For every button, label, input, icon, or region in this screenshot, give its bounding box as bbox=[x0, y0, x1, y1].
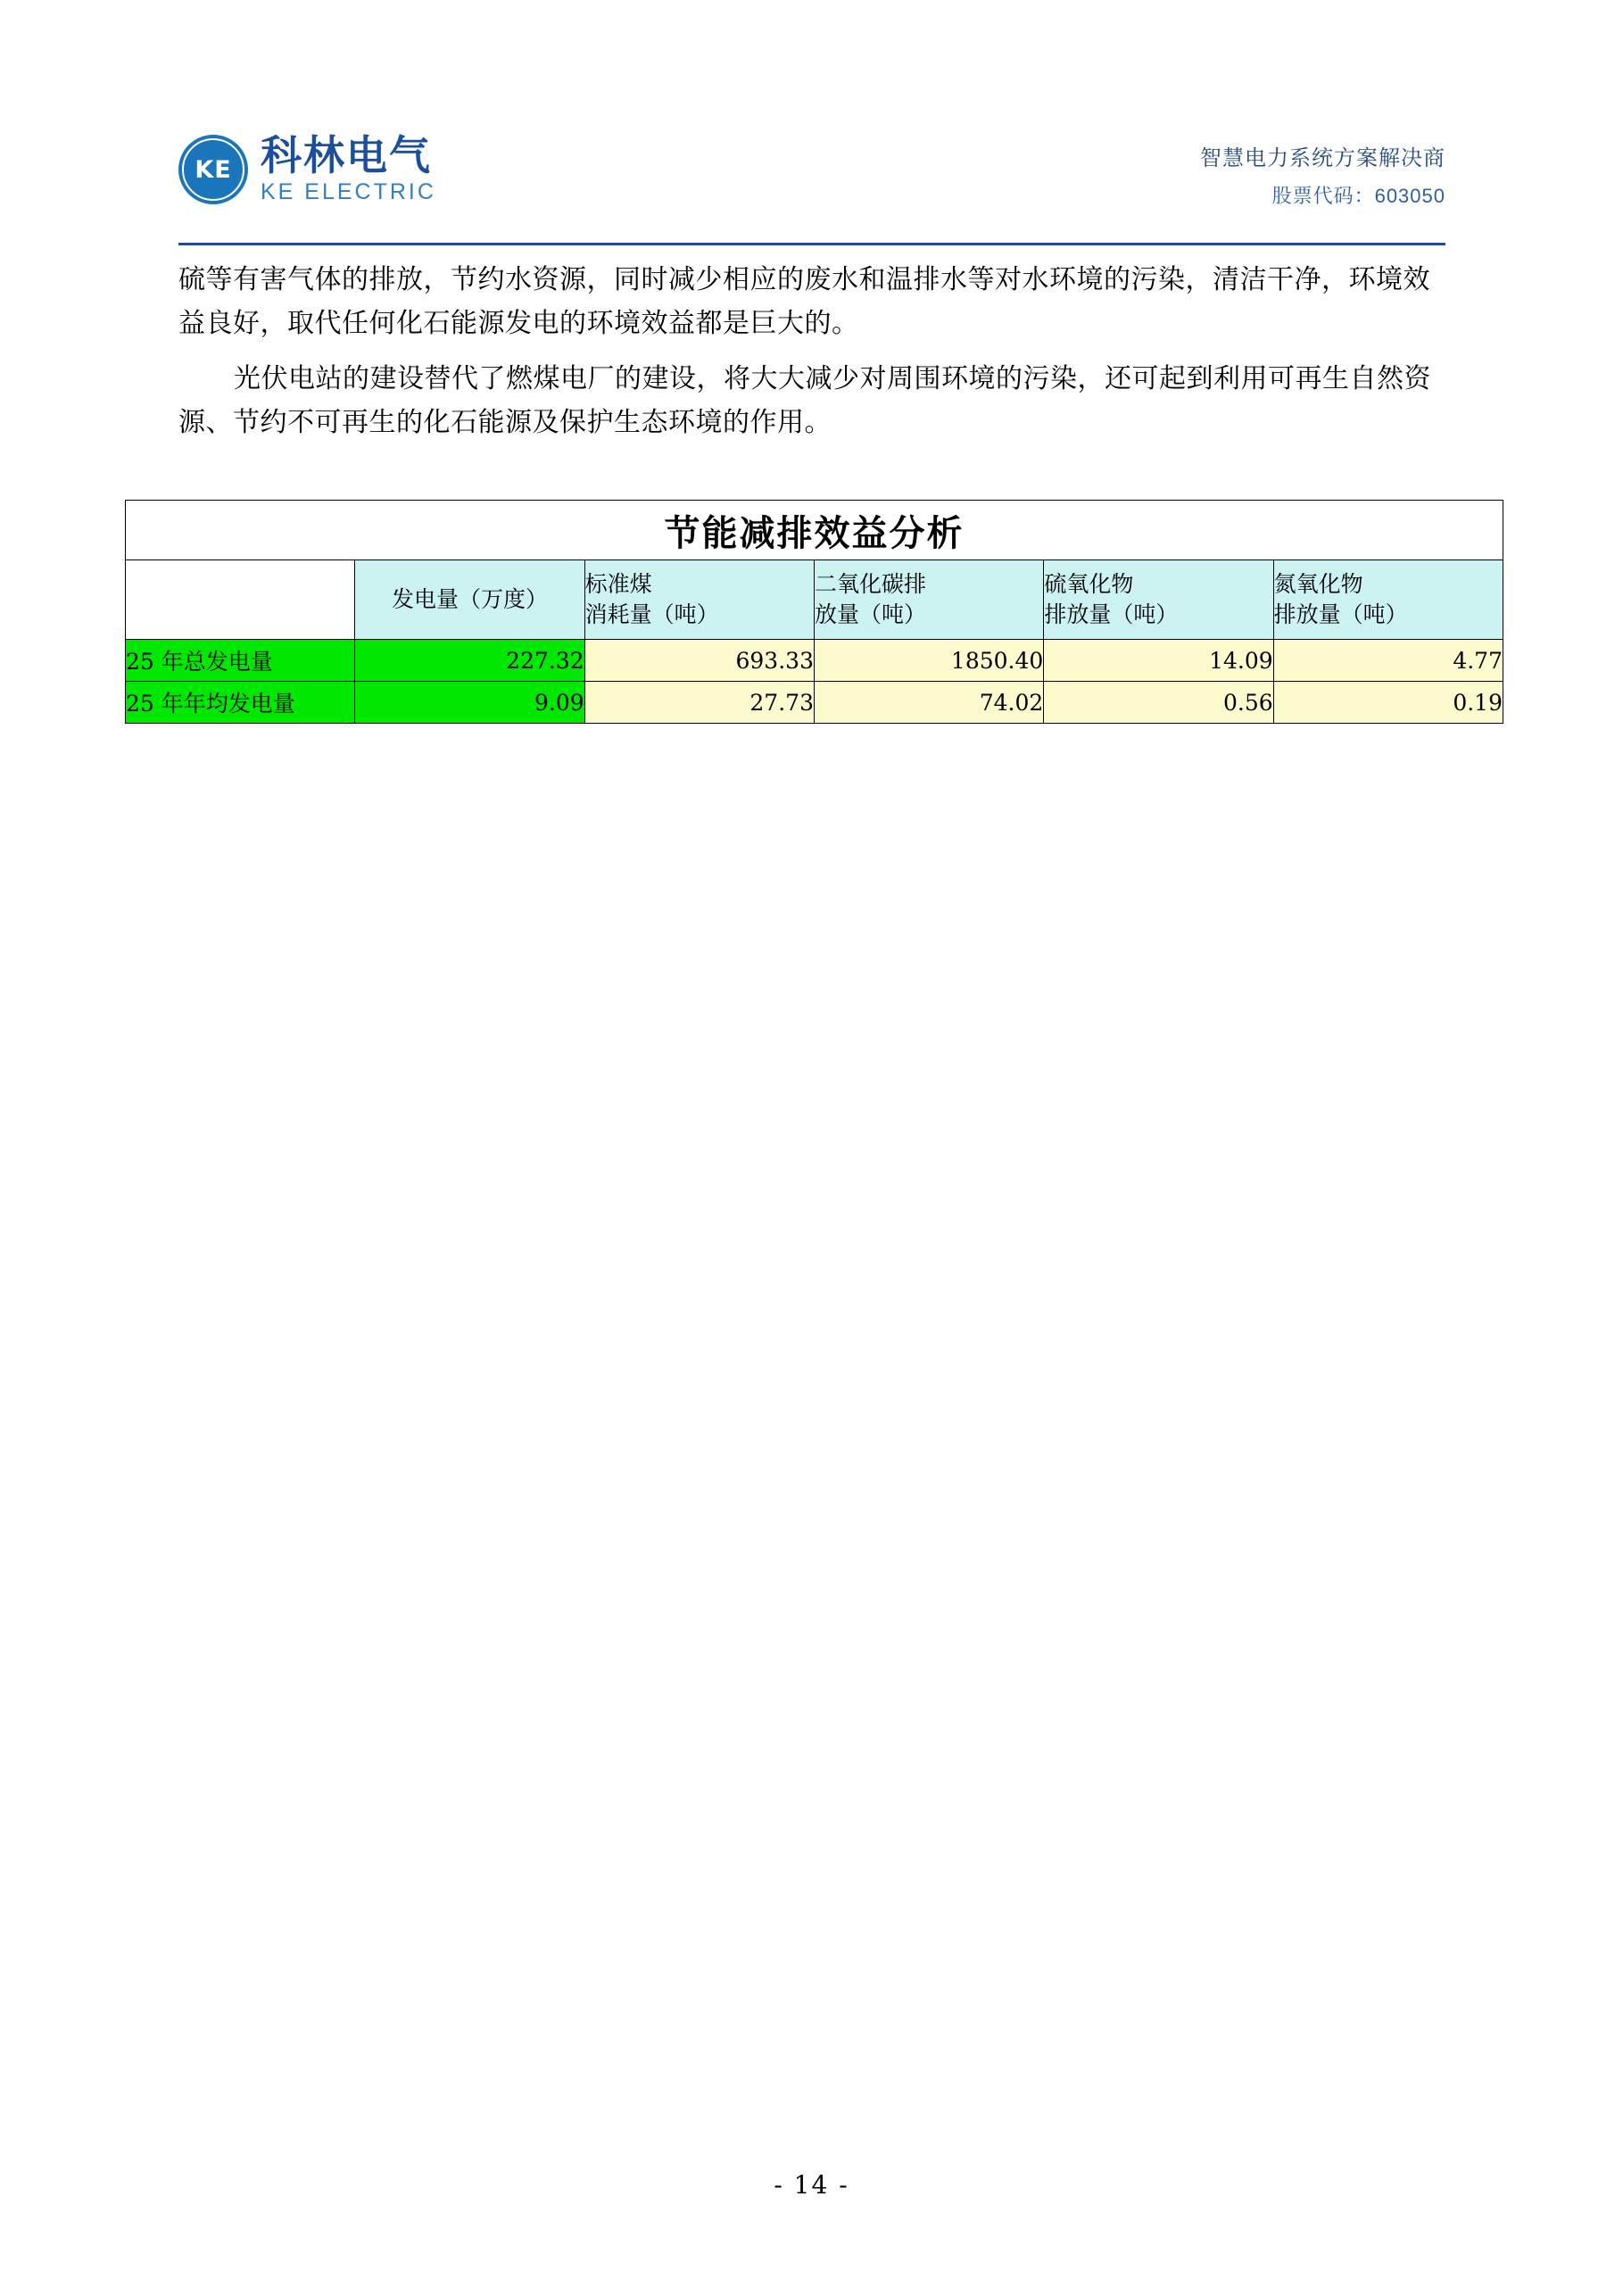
cell-average-sox: 0.56 bbox=[1044, 682, 1273, 724]
column-header-blank bbox=[126, 560, 355, 640]
column-header-coal bbox=[584, 560, 814, 640]
paragraph-2: 光伏电站的建设替代了燃煤电厂的建设，将大大减少对周围环境的污染，还可起到利用可再生自然资源、节约不可再生的化石能源及保护生态环境的作用。 bbox=[178, 363, 1431, 438]
column-header-coal-line2: 消耗量（吨） bbox=[584, 601, 719, 627]
cell-average-power: 9.09 bbox=[355, 682, 584, 724]
table-title: 节能减排效益分析 bbox=[126, 501, 1503, 560]
header-stock-code: 股票代码：603050 bbox=[1271, 185, 1445, 207]
table-row bbox=[126, 682, 1503, 724]
column-header-nox-line2: 排放量（吨） bbox=[1273, 601, 1408, 627]
table-title-row bbox=[126, 501, 1503, 560]
cell-total-sox: 14.09 bbox=[1044, 640, 1273, 682]
logo-name-en: KE ELECTRIC bbox=[261, 179, 436, 205]
page-footer: - 14 - bbox=[774, 2170, 849, 2200]
cell-total-coal: 693.33 bbox=[584, 640, 814, 682]
row-label-total: 25 年总发电量 bbox=[126, 640, 355, 682]
table-header-row bbox=[126, 560, 1503, 640]
cell-average-coal: 27.73 bbox=[584, 682, 814, 724]
header-meta bbox=[1200, 143, 1445, 211]
row-label-average: 25 年年均发电量 bbox=[126, 682, 355, 724]
column-header-co2-line2: 放量（吨） bbox=[814, 601, 926, 627]
column-header-power: 发电量（万度） bbox=[355, 560, 584, 640]
cell-average-nox: 0.19 bbox=[1273, 682, 1503, 724]
body-text bbox=[178, 259, 1454, 457]
cell-average-co2: 74.02 bbox=[814, 682, 1043, 724]
cell-total-co2: 1850.40 bbox=[814, 640, 1043, 682]
ke-electric-logo-icon bbox=[178, 135, 248, 204]
cell-total-power: 227.32 bbox=[355, 640, 584, 682]
page-header bbox=[178, 134, 1445, 232]
header-slogan: 智慧电力系统方案解决商 bbox=[1200, 146, 1445, 170]
column-header-sox-line2: 排放量（吨） bbox=[1044, 601, 1179, 627]
column-header-coal-line1: 标准煤 bbox=[584, 571, 652, 598]
column-header-sox bbox=[1044, 560, 1273, 640]
column-header-co2 bbox=[814, 560, 1043, 640]
column-header-nox bbox=[1273, 560, 1503, 640]
benefit-table-wrapper bbox=[125, 500, 1503, 724]
column-header-nox-line1: 氮氧化物 bbox=[1273, 571, 1363, 598]
logo-mark-text: KE bbox=[195, 155, 232, 184]
paragraph-1: 硫等有害气体的排放，节约水资源，同时减少相应的废水和温排水等对水环境的污染，清洁干净，环境效益良好，取代任何化石能源发电的环境效益都是巨大的。 bbox=[178, 264, 1430, 339]
energy-saving-benefit-table bbox=[125, 500, 1503, 724]
table-row bbox=[126, 640, 1503, 682]
column-header-sox-line1: 硫氧化物 bbox=[1044, 571, 1134, 598]
logo-wordmark bbox=[261, 134, 436, 205]
header-divider bbox=[178, 243, 1445, 245]
column-header-co2-line1: 二氧化碳排 bbox=[814, 571, 926, 598]
cell-total-nox: 4.77 bbox=[1273, 640, 1503, 682]
company-logo bbox=[178, 134, 436, 205]
logo-name-cn: 科林电气 bbox=[261, 132, 432, 178]
